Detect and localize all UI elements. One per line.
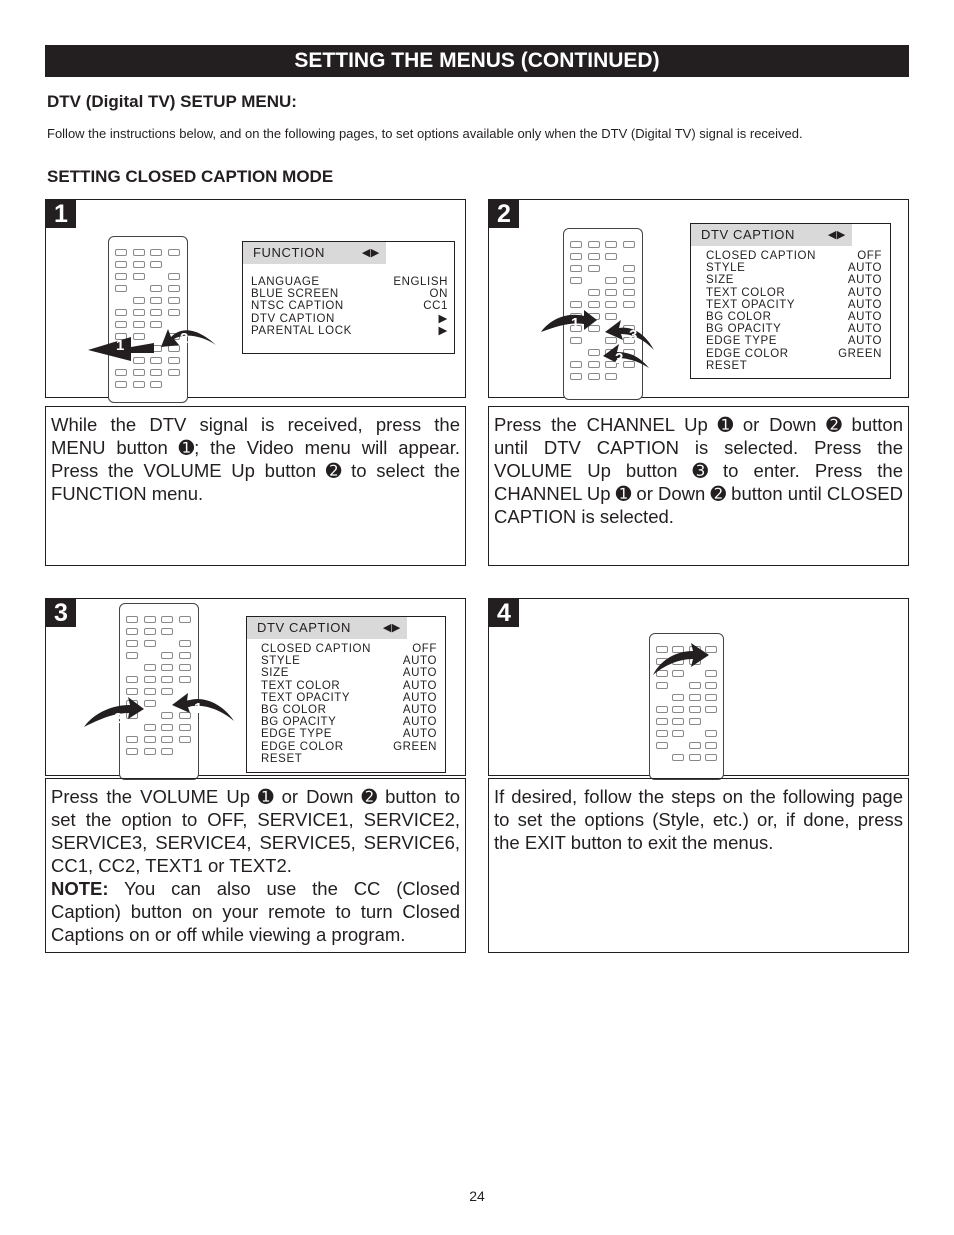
menu-row: BG OPACITY AUTO [261, 716, 437, 729]
remote-button [144, 664, 156, 671]
remote-button [605, 253, 617, 260]
remote-button [150, 249, 162, 256]
remote-button [161, 736, 173, 743]
menu-row: SIZE AUTO [261, 667, 437, 680]
remote-button [150, 381, 162, 388]
menu-row: BG COLOR AUTO [261, 703, 437, 716]
step2-instructions: Press the CHANNEL Up ➊ or Down ➋ button until DTV CAPTION is selected. Press the VOLUME Up button ➌ to enter. Press the CHANNEL Up ➊ or Down ➋ button until CLOSED CAPTION is selected. [488, 406, 909, 566]
remote-button [168, 369, 180, 376]
remote-button [126, 748, 138, 755]
callout-arrows [539, 310, 669, 370]
remote-button [133, 273, 145, 280]
step-number: 2 [489, 200, 519, 228]
remote-button [144, 616, 156, 623]
remote-button [605, 301, 617, 308]
remote-button [161, 628, 173, 635]
remote-button [588, 301, 600, 308]
menu-title: FUNCTION [253, 245, 325, 260]
step-number: 4 [489, 599, 519, 627]
menu-row: STYLE AUTO [706, 262, 882, 275]
menu-row: PARENTAL LOCK ▶ [251, 324, 448, 337]
page-title-bar: SETTING THE MENUS (CONTINUED) [45, 45, 909, 77]
step2-illustration [488, 199, 909, 398]
menu-header [243, 242, 386, 264]
remote-button [115, 285, 127, 292]
remote-button [672, 694, 684, 701]
step4-illustration [488, 598, 909, 776]
remote-button [588, 265, 600, 272]
remote-button [179, 616, 191, 623]
remote-button [689, 706, 701, 713]
remote-button [133, 309, 145, 316]
callout-label: 3 [629, 327, 638, 344]
remote-button [656, 706, 668, 713]
remote-button [161, 616, 173, 623]
remote-button [705, 694, 717, 701]
remote-button [588, 289, 600, 296]
step3-illustration [45, 598, 466, 776]
remote-button [150, 285, 162, 292]
remote-button [623, 289, 635, 296]
remote-button [672, 754, 684, 761]
remote-button [689, 694, 701, 701]
remote-button [161, 652, 173, 659]
arrow-shape [161, 329, 216, 347]
remote-button [689, 742, 701, 749]
arrow-shape [603, 344, 649, 368]
remote-button [126, 640, 138, 647]
step4-instructions: If desired, follow the steps on the following page to set the options (Style, etc.) or, if done, press the EXIT button to exit the menus. [488, 778, 909, 953]
remote-button [705, 706, 717, 713]
remote-button [126, 628, 138, 635]
menu-row: TEXT COLOR AUTO [706, 286, 882, 299]
remote-button [656, 730, 668, 737]
callout-label: 2 [114, 710, 123, 727]
remote-button [133, 261, 145, 268]
step-number: 1 [46, 200, 76, 228]
note-label: NOTE: [51, 878, 109, 899]
remote-button [623, 277, 635, 284]
remote-button [588, 253, 600, 260]
menu-row: EDGE TYPE AUTO [706, 335, 882, 348]
remote-button [168, 273, 180, 280]
menu-row: BG OPACITY AUTO [706, 323, 882, 336]
remote-button [144, 748, 156, 755]
step1-illustration [45, 199, 466, 398]
remote-button [126, 736, 138, 743]
remote-button [672, 730, 684, 737]
remote-button [161, 676, 173, 683]
remote-button [144, 640, 156, 647]
remote-button [115, 249, 127, 256]
remote-button [133, 297, 145, 304]
menu-row: STYLE AUTO [261, 655, 437, 668]
remote-button [656, 742, 668, 749]
left-right-arrows-icon: ◀▶ [361, 247, 380, 259]
callout-arrows [86, 325, 226, 365]
left-right-arrows-icon: ◀▶ [382, 622, 401, 634]
menu-row: EDGE COLOR GREEN [261, 740, 437, 753]
remote-button [705, 754, 717, 761]
remote-button [605, 277, 617, 284]
remote-button [623, 265, 635, 272]
section-heading: DTV (Digital TV) SETUP MENU: [47, 92, 297, 111]
callout-label: 1 [571, 315, 580, 332]
remote-button [656, 682, 668, 689]
remote-button [570, 373, 582, 380]
remote-button [126, 652, 138, 659]
step3-instructions [45, 778, 466, 953]
callout-arrows [649, 641, 719, 677]
remote-button [570, 301, 582, 308]
menu-row: NTSC CAPTION CC1 [251, 300, 448, 313]
callout-label: 2 [615, 350, 624, 367]
menu-row: RESET [261, 752, 303, 765]
remote-button [179, 736, 191, 743]
menu-row: EDGE COLOR GREEN [706, 347, 882, 360]
menu-row: CLOSED CAPTION OFF [706, 250, 882, 262]
remote-button [179, 640, 191, 647]
remote-button [705, 682, 717, 689]
menu-row: BLUE SCREEN ON [251, 288, 448, 301]
remote-button [570, 265, 582, 272]
intro-paragraph: Follow the instructions below, and on the following pages, to set options available only when the DTV (Digital TV) signal is received. [47, 126, 803, 141]
dtv-caption-menu [690, 223, 891, 379]
menu-row: RESET [706, 359, 748, 372]
remote-button [168, 309, 180, 316]
remote-button [179, 652, 191, 659]
remote-button [689, 754, 701, 761]
note-text: You can also use the CC (Closed Caption) button on your remote to turn Closed Captions on or off while viewing a program. [51, 878, 460, 945]
callout-label: 1 [116, 337, 125, 354]
menu-row: BG COLOR AUTO [706, 310, 882, 323]
remote-button [689, 718, 701, 725]
remote-button [672, 718, 684, 725]
remote-button [179, 664, 191, 671]
remote-button [144, 676, 156, 683]
menu-row: DTV CAPTION ▶ [251, 312, 448, 325]
menu-row: TEXT COLOR AUTO [261, 679, 437, 692]
step1-instructions: While the DTV signal is received, press the MENU button ➊; the Video menu will appear. Press the VOLUME Up button ➋ to select the FUNCTION menu. [45, 406, 466, 566]
remote-button [161, 664, 173, 671]
remote-button [115, 273, 127, 280]
callout-arrows [82, 691, 242, 731]
remote-button [115, 381, 127, 388]
function-menu [242, 241, 455, 354]
menu-row: TEXT OPACITY AUTO [706, 298, 882, 311]
remote-button [623, 241, 635, 248]
menu-row: TEXT OPACITY AUTO [261, 691, 437, 704]
callout-label: 1 [194, 700, 203, 717]
remote-button [705, 742, 717, 749]
remote-button [133, 381, 145, 388]
page-number: 24 [469, 1188, 485, 1204]
remote-button [150, 309, 162, 316]
left-right-arrows-icon: ◀▶ [827, 229, 846, 241]
remote-button [126, 676, 138, 683]
menu-row: SIZE AUTO [706, 274, 882, 287]
remote-button [656, 718, 668, 725]
remote-button [144, 628, 156, 635]
remote-button [133, 369, 145, 376]
remote-button [126, 616, 138, 623]
remote-button [168, 249, 180, 256]
remote-button [133, 249, 145, 256]
remote-button [570, 241, 582, 248]
menu-header [691, 224, 852, 246]
callout-label: 2 [180, 330, 189, 347]
exit-arrow-shape [653, 643, 709, 675]
remote-button [672, 706, 684, 713]
subsection-heading: SETTING CLOSED CAPTION MODE [47, 167, 334, 186]
remote-button [588, 241, 600, 248]
remote-button [168, 285, 180, 292]
remote-button [150, 369, 162, 376]
step3-text: Press the VOLUME Up ➊ or Down ➋ button to set the option to OFF, SERVICE1, SERVICE2, SERVICE3, SERVICE4, SERVICE5, SERVICE6, CC1, CC2, TEXT1 or TEXT2. [51, 786, 460, 876]
remote-control-image [108, 236, 188, 403]
remote-button [605, 289, 617, 296]
remote-button [570, 277, 582, 284]
remote-button [115, 309, 127, 316]
menu-title: DTV CAPTION [701, 227, 795, 242]
dtv-caption-menu [246, 616, 446, 773]
remote-button [150, 261, 162, 268]
remote-button [605, 241, 617, 248]
arrow-shape [541, 310, 597, 332]
menu-title: DTV CAPTION [257, 620, 351, 635]
step-number: 3 [46, 599, 76, 627]
remote-button [588, 373, 600, 380]
remote-button [689, 682, 701, 689]
remote-button [168, 297, 180, 304]
remote-button [705, 730, 717, 737]
remote-button [623, 301, 635, 308]
remote-button [570, 253, 582, 260]
menu-row: LANGUAGE ENGLISH [251, 276, 448, 288]
remote-button [150, 297, 162, 304]
remote-button [115, 369, 127, 376]
remote-button [179, 676, 191, 683]
menu-row: EDGE TYPE AUTO [261, 728, 437, 741]
menu-row: CLOSED CAPTION OFF [261, 643, 437, 655]
arrow-shape [172, 693, 234, 721]
remote-button [161, 748, 173, 755]
menu-header [247, 617, 407, 639]
remote-button [144, 736, 156, 743]
remote-button [605, 373, 617, 380]
remote-button [115, 261, 127, 268]
